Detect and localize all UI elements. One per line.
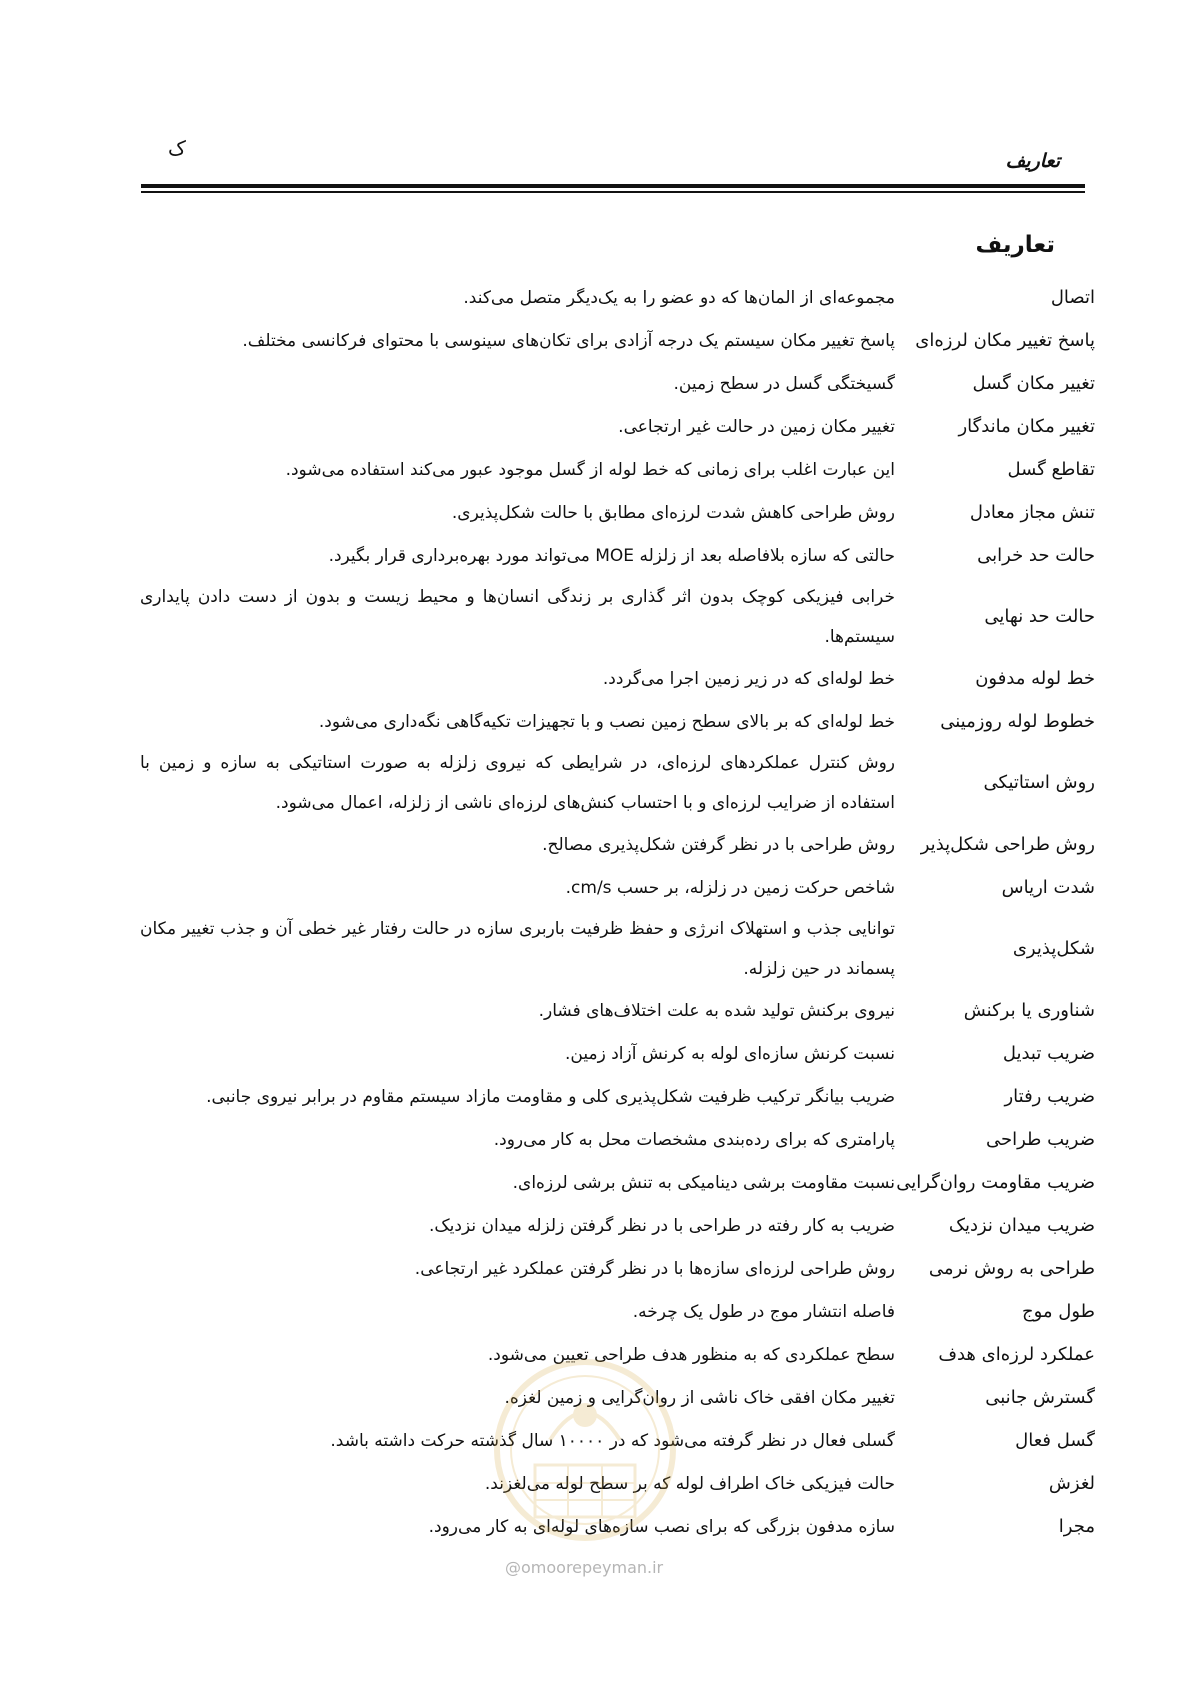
glossary-term: تغییر مکان گسل <box>972 372 1095 394</box>
glossary-definition: پارامتری که برای رده‌بندی مشخصات محل به کار می‌رود. <box>493 1129 895 1150</box>
glossary-row <box>140 989 1095 1032</box>
glossary-definition: خط لوله‌ای که بر بالای سطح زمین نصب و با تجهیزات تکیه‌گاهی نگه‌داری می‌شود. <box>318 711 895 732</box>
glossary-term: پاسخ تغییر مکان لرزه‌ای <box>915 329 1095 351</box>
header-rule-thin <box>141 191 1085 193</box>
glossary-term: ضریب طراحی <box>985 1128 1095 1150</box>
glossary-row <box>140 1462 1095 1505</box>
glossary-term: گسترش جانبی <box>985 1386 1095 1408</box>
glossary-row <box>140 1032 1095 1075</box>
glossary-definition: خط لوله‌ای که در زیر زمین اجرا می‌گردد. <box>602 668 895 689</box>
glossary-definition: شاخص حرکت زمین در زلزله، بر حسب cm/s. <box>565 877 895 898</box>
glossary-term: خط لوله مدفون <box>975 667 1095 689</box>
glossary-definition: ضریب به کار رفته در طراحی با در نظر گرفتن زلزله میدان نزدیک. <box>429 1215 895 1236</box>
header-rule-thick <box>141 184 1085 188</box>
glossary-term: اتصال <box>1050 286 1095 308</box>
glossary-definition: گسلی فعال در نظر گرفته می‌شود که در ۱۰۰۰۰ سال گذشته حرکت داشته باشد. <box>330 1430 895 1451</box>
glossary-row <box>140 823 1095 866</box>
watermark-site-text: @omoorepeyman.ir <box>505 1558 664 1577</box>
glossary-definition: حالت فیزیکی خاک اطراف لوله که بر سطح لوله می‌لغزند. <box>484 1473 895 1494</box>
glossary-definition: توانایی جذب و استهلاک انرژی و حفظ ظرفیت باربری سازه در حالت رفتار غیر خطی آن و جذب تغییر مکان پسماند در حین زلزله. <box>140 919 895 979</box>
glossary-definition: تغییر مکان افقی خاک ناشی از روان‌گرایی و زمین لغزه. <box>504 1387 895 1408</box>
glossary-term: مجرا <box>1058 1515 1095 1537</box>
glossary-row <box>140 1161 1095 1204</box>
glossary-definition: روش طراحی لرزه‌ای سازه‌ها با در نظر گرفتن عملکرد غیر ارتجاعی. <box>414 1258 895 1279</box>
glossary-definition: سطح عملکردی که به منظور هدف طراحی تعیین می‌شود. <box>487 1344 895 1365</box>
glossary-row <box>140 319 1095 362</box>
glossary-term: شکل‌پذیری <box>1012 938 1095 959</box>
glossary-definition: نیروی برکنش تولید شده به علت اختلاف‌های فشار. <box>538 1000 895 1021</box>
glossary-definition: گسیختگی گسل در سطح زمین. <box>673 373 895 394</box>
glossary-row <box>140 1247 1095 1290</box>
section-title: تعاریف <box>975 232 1055 258</box>
glossary-row <box>140 909 1095 989</box>
glossary-term: حالت حد نهایی <box>984 606 1095 627</box>
glossary-row <box>140 276 1095 319</box>
glossary-row <box>140 491 1095 534</box>
glossary-row <box>140 362 1095 405</box>
glossary-term: طراحی به روش نرمی <box>928 1257 1095 1279</box>
glossary-definition: حالتی که سازه بلافاصله بعد از زلزله MOE می‌تواند مورد بهره‌برداری قرار بگیرد. <box>328 545 895 566</box>
glossary-term: روش استاتیکی <box>983 772 1095 793</box>
page-number: ک <box>168 136 186 160</box>
glossary-term: ضریب رفتار <box>1004 1085 1095 1107</box>
glossary-row <box>140 534 1095 577</box>
glossary-list <box>140 276 1095 1548</box>
glossary-definition: نسبت مقاومت برشی دینامیکی به تنش برشی لرزه‌ای. <box>512 1172 895 1193</box>
glossary-term: ضریب مقاومت روان‌گرایی <box>896 1171 1095 1193</box>
glossary-term: شناوری یا برکنش <box>963 999 1095 1021</box>
glossary-row <box>140 405 1095 448</box>
glossary-row <box>140 577 1095 657</box>
glossary-row <box>140 1505 1095 1548</box>
glossary-definition: تغییر مکان زمین در حالت غیر ارتجاعی. <box>618 416 895 437</box>
glossary-row <box>140 700 1095 743</box>
glossary-term: طول موج <box>1022 1300 1095 1322</box>
glossary-term: گسل فعال <box>1015 1429 1095 1451</box>
glossary-row <box>140 743 1095 823</box>
glossary-row <box>140 1118 1095 1161</box>
glossary-row <box>140 448 1095 491</box>
glossary-definition: ضریب بیانگر ترکیب ظرفیت شکل‌پذیری کلی و مقاومت مازاد سیستم مقاوم در برابر نیروی جانبی. <box>206 1086 895 1107</box>
glossary-definition: روش طراحی با در نظر گرفتن شکل‌پذیری مصالح. <box>542 834 895 855</box>
glossary-row <box>140 657 1095 700</box>
glossary-definition: نسبت کرنش سازه‌ای لوله به کرنش آزاد زمین. <box>565 1043 895 1064</box>
glossary-row <box>140 1419 1095 1462</box>
glossary-row <box>140 1204 1095 1247</box>
glossary-row <box>140 1075 1095 1118</box>
glossary-term: روش طراحی شکل‌پذیر <box>920 833 1095 855</box>
glossary-definition: سازه مدفون بزرگی که برای نصب سازه‌های لوله‌ای به کار می‌رود. <box>428 1516 895 1537</box>
glossary-definition: پاسخ تغییر مکان سیستم یک درجه آزادی برای تکان‌های سینوسی با محتوای فرکانسی مختلف. <box>242 330 895 351</box>
glossary-definition: خرابی فیزیکی کوچک بدون اثر گذاری بر زندگی انسان‌ها و محیط زیست و بدون از دست دادن پایداری سیستم‌ها. <box>140 587 895 647</box>
glossary-term: لغزش <box>1048 1472 1095 1494</box>
glossary-definition: این عبارت اغلب برای زمانی که خط لوله از گسل موجود عبور می‌کند استفاده می‌شود. <box>285 459 895 480</box>
glossary-term: ضریب تبدیل <box>1002 1042 1095 1064</box>
glossary-definition: روش طراحی کاهش شدت لرزه‌ای مطابق با حالت شکل‌پذیری. <box>451 502 895 523</box>
running-title: تعاریف <box>1005 150 1060 172</box>
glossary-term: تنش مجاز معادل <box>969 501 1095 523</box>
glossary-term: حالت حد خرابی <box>977 544 1095 566</box>
glossary-term: تغییر مکان ماندگار <box>958 415 1095 437</box>
glossary-definition: روش کنترل عملکردهای لرزه‌ای، در شرایطی که نیروی زلزله به صورت استاتیکی به سازه و زمین با استفاده از ضرایب لرزه‌ای و با احتساب کنش‌های لرزه‌ای ناشی از زلزله، اعمال می‌شود. <box>140 753 895 813</box>
glossary-term: تقاطع گسل <box>1007 458 1095 480</box>
glossary-definition: فاصله انتشار موج در طول یک چرخه. <box>632 1301 895 1322</box>
glossary-term: عملکرد لرزه‌ای هدف <box>938 1343 1095 1365</box>
glossary-row <box>140 1290 1095 1333</box>
glossary-term: ضریب میدان نزدیک <box>948 1214 1095 1236</box>
glossary-definition: مجموعه‌ای از المان‌ها که دو عضو را به یک‌دیگر متصل می‌کند. <box>463 287 895 308</box>
glossary-row <box>140 1333 1095 1376</box>
glossary-term: شدت اریاس <box>1001 876 1095 898</box>
glossary-row <box>140 1376 1095 1419</box>
glossary-term: خطوط لوله روزمینی <box>940 710 1095 732</box>
glossary-row <box>140 866 1095 909</box>
